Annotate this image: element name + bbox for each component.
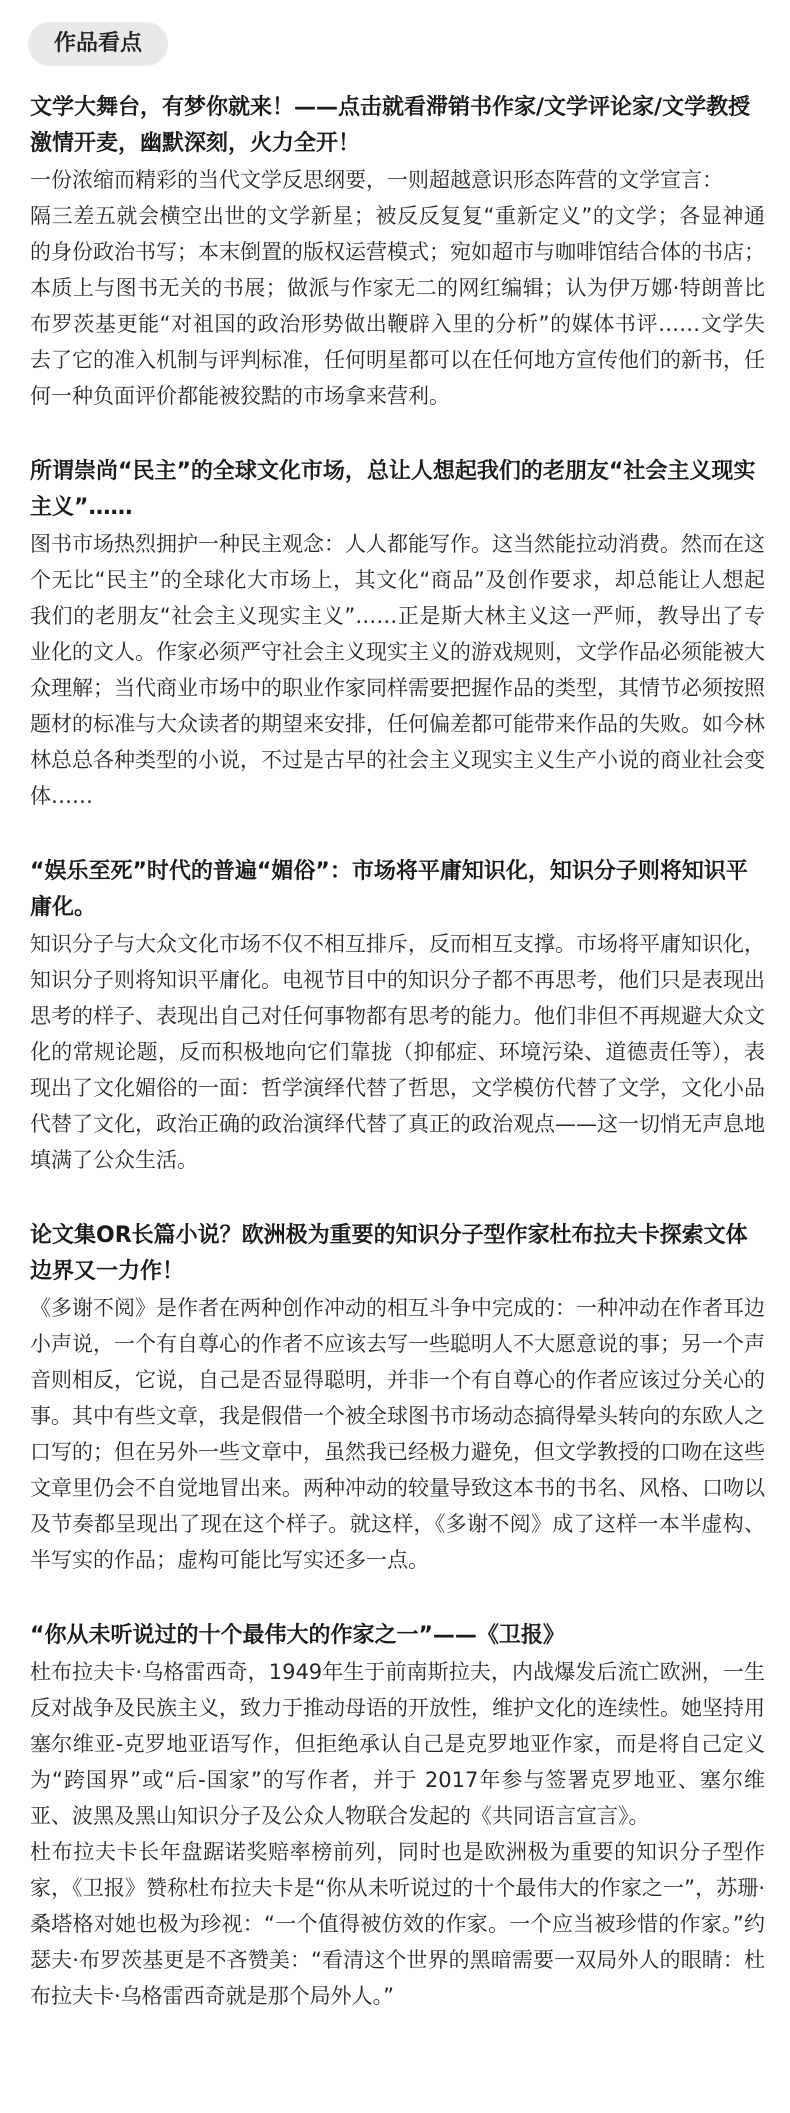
section-paragraph: 《多谢不阅》是作者在两种创作冲动的相互斗争中完成的：一种冲动在作者耳边小声说，一个有自尊心的作者不应该去写一些聪明人不大愿意说的事；另一个声音则相反，它说，自己是否显得聪明，并非一个有自尊心的作者应该过分关心的事。其中有些文章，我是假借一个被全球图书市场动态搞得晕头转向的东欧人之口写的；但在另外一些文章中，虽然我已经极力避免，但文学教授的口吻在这些文章里仍会不自觉地冒出来。两种冲动的较量导致这本书的书名、风格、口吻以及节奏都呈现出了现在这个样子。就这样，《多谢不阅》成了这样一本半虚构、半写实的作品；虚构可能比写实还多一点。: [30, 1296, 765, 1572]
section-heading: 所谓崇尚“民主”的全球文化市场，总让人想起我们的老朋友“社会主义现实主义”……: [30, 459, 756, 520]
section-heading: 论文集OR长篇小说？欧洲极为重要的知识分子型作家杜布拉夫卡探索文体边界又一力作！: [30, 1223, 748, 1284]
highlight-section: [30, 454, 765, 814]
section-paragraph: 知识分子与大众文化市场不仅不相互排斥，反而相互支撑。市场将平庸知识化，知识分子则将知识平庸化。电视节目中的知识分子都不再思考，他们只是表现出思考的样子、表现出自己对任何事物都有思考的能力。他们非但不再规避大众文化的常规论题，反而积极地向它们靠拢（抑郁症、环境污染、道德责任等），表现出了文化媚俗的一面：哲学演绎代替了哲思，文学模仿代替了文学，文化小品代替了文化，政治正确的政治演绎代替了真正的政治观点——这一切悄无声息地填满了公众生活。: [30, 932, 765, 1172]
section-paragraph: 杜布拉夫卡长年盘踞诺奖赔率榜前列，同时也是欧洲极为重要的知识分子型作家，《卫报》赞称杜布拉夫卡是“你从未听说过的十个最伟大的作家之一”，苏珊·桑塔格对她也极为珍视：“一个值得被仿效的作家。一个应当被珍惜的作家。”约瑟夫·布罗茨基更是不吝赞美：“看清这个世界的黑暗需要一双局外人的眼睛：杜布拉夫卡·乌格雷西奇就是那个局外人。”: [30, 1840, 765, 2008]
highlight-section: [30, 854, 765, 1178]
highlight-section: [30, 1618, 765, 2014]
highlight-section: [30, 90, 765, 414]
highlight-section: [30, 1218, 765, 1578]
section-heading: “你从未听说过的十个最伟大的作家之一”——《卫报》: [30, 1623, 565, 1648]
section-tag: 作品看点: [28, 22, 168, 66]
section-paragraph: 隔三差五就会横空出世的文学新星；被反反复复“重新定义”的文学；各显神通的身份政治书写；本末倒置的版权运营模式；宛如超市与咖啡馆结合体的书店；本质上与图书无关的书展；做派与作家无二的网红编辑；认为伊万娜·特朗普比布罗茨基更能“对祖国的政治形势做出鞭辟入里的分析”的媒体书评……文学失去了它的准入机制与评判标准，任何明星都可以在任何地方宣传他们的新书，任何一种负面评价都能被狡黠的市场拿来营利。: [30, 204, 765, 408]
section-heading: 文学大舞台，有梦你就来！——点击就看滞销书作家/文学评论家/文学教授激情开麦，幽默深刻，火力全开！: [30, 95, 751, 156]
section-paragraph: 图书市场热烈拥护一种民主观念：人人都能写作。这当然能拉动消费。然而在这个无比“民主”的全球化大市场上，其文化“商品”及创作要求，却总能让人想起我们的老朋友“社会主义现实主义”……正是斯大林主义这一严师，教导出了专业化的文人。作家必须严守社会主义现实主义的游戏规则，文学作品必须能被大众理解；当代商业市场中的职业作家同样需要把握作品的类型，其情节必须按照题材的标准与大众读者的期望来安排，任何偏差都可能带来作品的失败。如今林林总总各种类型的小说，不过是古早的社会主义现实主义生产小说的商业社会变体……: [30, 532, 765, 808]
article-content: [30, 90, 765, 2054]
section-paragraph: 一份浓缩而精彩的当代文学反思纲要，一则超越意识形态阵营的文学宣言：: [30, 168, 723, 192]
section-heading: “娱乐至死”时代的普遍“媚俗”：市场将平庸知识化，知识分子则将知识平庸化。: [30, 859, 748, 920]
section-paragraph: 杜布拉夫卡·乌格雷西奇，1949年生于前南斯拉夫，内战爆发后流亡欧洲，一生反对战争及民族主义，致力于推动母语的开放性，维护文化的连续性。她坚持用塞尔维亚-克罗地亚语写作，但拒绝承认自己是克罗地亚作家，而是将自己定义为“跨国界”或“后-国家”的写作者，并于 2017年参与签署克罗地亚、塞尔维亚、波黑及黑山知识分子及公众人物联合发起的《共同语言宣言》。: [30, 1660, 765, 1828]
